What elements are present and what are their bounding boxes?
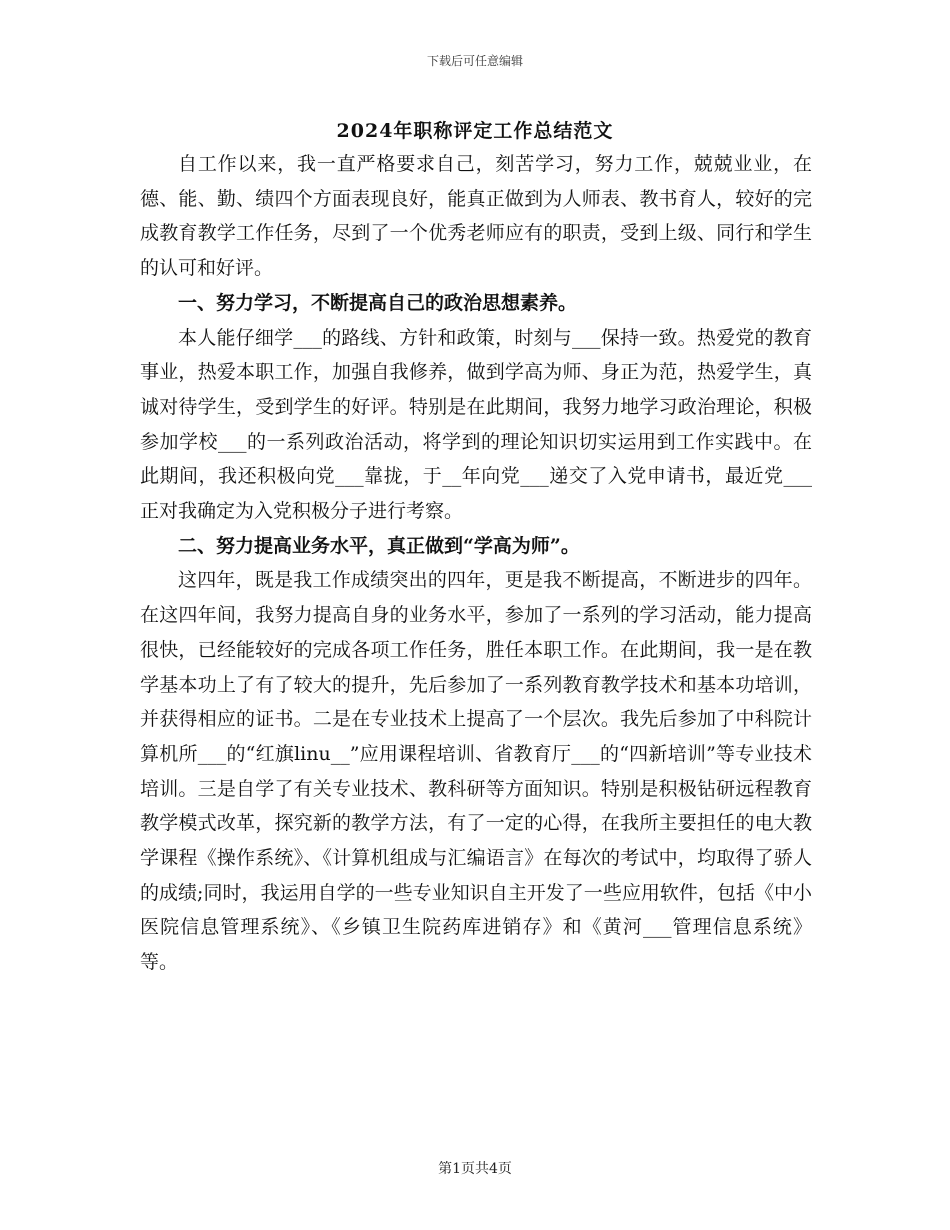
section-heading-1: 一、努力学习，不断提高自己的政治思想素养。 [178,291,578,314]
paragraph-section-1: 本人能仔细学___的路线、方针和政策，时刻与___保持一致。热爱党的教育事业，热爱本职工作，加强自我修养，做到学高为师、身正为范，热爱学生，真诚对待学生，受到学生的好评。特别是在此期间，我努力地学习政治理论，积极参加学校___的一系列政治活动，将学到的理论知识切实运用到工作实践中。在此期间，我还积极向党___靠拢，于__年向党___递交了入党申请书，最近党___正对我确定为入党积极分子进行考察。 [140,326,812,523]
section-heading-2: 二、努力提高业务水平，真正做到“学高为师”。 [178,534,580,557]
document-title: 2024年职称评定工作总结范文 [336,120,614,142]
document-body [140,147,812,980]
header-note: 下载后可任意编辑 [426,54,523,68]
paragraph-intro: 自工作以来，我一直严格要求自己，刻苦学习，努力工作，兢兢业业，在德、能、勤、绩四个方面表现良好，能真正做到为人师表、教书育人，较好的完成教育教学工作任务，尽到了一个优秀老师应有的职责，受到上级、同行和学生的认可和好评。 [140,153,812,280]
page-number: 第1页共4页 [438,1161,512,1177]
paragraph-section-2: 这四年，既是我工作成绩突出的四年，更是我不断提高，不断进步的四年。在这四年间，我努力提高自身的业务水平，参加了一系列的学习活动，能力提高很快，已经能较好的完成各项工作任务，胜任本职工作。在此期间，我一是在教学基本功上了有了较大的提升，先后参加了一系列教育教学技术和基本功培训，并获得相应的证书。二是在专业技术上提高了一个层次。我先后参加了中科院计算机所___的“红旗linu__”应用课程培训、省教育厅___的“四新培训”等专业技术培训。三是自学了有关专业技术、教科研等方面知识。特别是积极钻研远程教育教学模式改革，探究新的教学方法，有了一定的心得，在我所主要担任的电大教学课程《操作系统》、《计算机组成与汇编语言》在每次的考试中，均取得了骄人的成绩;同时，我运用自学的一些专业知识自主开发了一些应用软件，包括《中小医院信息管理系统》、《乡镇卫生院药库进销存》和《黄河___管理信息系统》等。 [140,569,812,974]
